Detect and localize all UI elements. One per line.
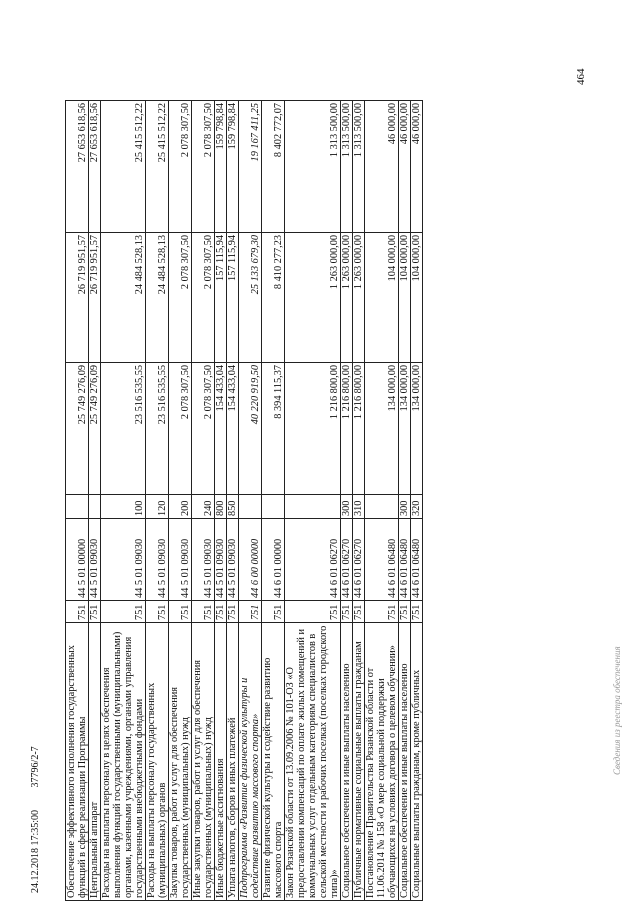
row-name: Расходы на выплаты персоналу государственных (муниципальных) органов bbox=[146, 623, 169, 901]
row-admin-code: 751 bbox=[101, 601, 146, 623]
row-admin-code: 751 bbox=[341, 601, 353, 623]
table-row bbox=[101, 101, 146, 901]
table-row bbox=[146, 101, 169, 901]
row-expense-type bbox=[365, 495, 399, 519]
row-sum-2021: 25 415 512,22 bbox=[101, 101, 146, 233]
row-expense-type bbox=[262, 495, 285, 519]
row-admin-code: 751 bbox=[411, 601, 423, 623]
table-row bbox=[66, 101, 89, 901]
row-name: Расходы на выплаты персоналу в целях обеспечения выполнения функций государственными (муниципальными) органами, казенными учреждениями, органами управления государственными внебюджетными фондами bbox=[101, 623, 146, 901]
row-sum-2019: 25 749 276,09 bbox=[89, 363, 101, 495]
row-sum-2019: 1 216 800,00 bbox=[353, 363, 365, 495]
row-target-code: 44 6 00 00000 bbox=[239, 519, 262, 601]
row-admin-code: 751 bbox=[353, 601, 365, 623]
row-sum-2021: 159 798,84 bbox=[227, 101, 239, 233]
row-admin-code: 751 bbox=[169, 601, 192, 623]
table-row bbox=[399, 101, 411, 901]
row-sum-2021: 1 313 500,00 bbox=[285, 101, 341, 233]
row-target-code: 44 6 01 06270 bbox=[285, 519, 341, 601]
row-expense-type: 240 bbox=[192, 495, 215, 519]
row-sum-2020: 8 410 277,23 bbox=[262, 233, 285, 363]
table-row bbox=[285, 101, 341, 901]
row-sum-2019: 25 749 276,09 bbox=[66, 363, 89, 495]
row-admin-code: 751 bbox=[239, 601, 262, 623]
row-target-code: 44 6 01 06270 bbox=[353, 519, 365, 601]
row-name: Социальные выплаты гражданам, кроме публичных bbox=[411, 623, 423, 901]
row-target-code: 44 5 01 00000 bbox=[66, 519, 89, 601]
row-name: Закон Рязанской области от 13.09.2006 № 101-ОЗ «О предоставлении компенсаций по оплате жилых помещений и коммунальных услуг отдельным категориям специалистов в сельской местности и рабочих поселках (поселках городского типа)» bbox=[285, 623, 341, 901]
table-row bbox=[262, 101, 285, 901]
row-sum-2019: 2 078 307,50 bbox=[169, 363, 192, 495]
row-admin-code: 751 bbox=[192, 601, 215, 623]
row-sum-2020: 2 078 307,50 bbox=[192, 233, 215, 363]
row-sum-2021: 8 402 772,07 bbox=[262, 101, 285, 233]
row-name: Подпрограмма «Развитие физической культуры и содействие развитию массового спорта» bbox=[239, 623, 262, 901]
row-admin-code: 751 bbox=[146, 601, 169, 623]
table-row bbox=[192, 101, 215, 901]
row-name: Центральный аппарат bbox=[89, 623, 101, 901]
row-sum-2019: 40 220 919,50 bbox=[239, 363, 262, 495]
footer-datetime: 24.12.2018 17:35:00 bbox=[30, 809, 41, 893]
row-target-code: 44 5 01 09030 bbox=[146, 519, 169, 601]
row-sum-2019: 2 078 307,50 bbox=[192, 363, 215, 495]
row-sum-2020: 1 263 000,00 bbox=[341, 233, 353, 363]
row-expense-type: 300 bbox=[399, 495, 411, 519]
row-admin-code: 751 bbox=[365, 601, 399, 623]
row-name: Уплата налогов, сборов и иных платежей bbox=[227, 623, 239, 901]
row-sum-2019: 154 433,04 bbox=[215, 363, 227, 495]
row-expense-type: 320 bbox=[411, 495, 423, 519]
row-sum-2021: 19 167 411,25 bbox=[239, 101, 262, 233]
row-sum-2021: 25 415 512,22 bbox=[146, 101, 169, 233]
row-sum-2019: 23 516 535,55 bbox=[101, 363, 146, 495]
row-target-code: 44 5 01 09030 bbox=[89, 519, 101, 601]
row-sum-2020: 157 115,94 bbox=[227, 233, 239, 363]
row-expense-type: 100 bbox=[101, 495, 146, 519]
row-admin-code: 751 bbox=[227, 601, 239, 623]
row-sum-2019: 8 394 115,37 bbox=[262, 363, 285, 495]
row-target-code: 44 6 01 06480 bbox=[411, 519, 423, 601]
row-expense-type: 310 bbox=[353, 495, 365, 519]
row-sum-2021: 159 798,84 bbox=[215, 101, 227, 233]
row-sum-2020: 104 000,00 bbox=[411, 233, 423, 363]
table-row bbox=[239, 101, 262, 901]
row-target-code: 44 5 01 09030 bbox=[215, 519, 227, 601]
row-expense-type bbox=[66, 495, 89, 519]
row-sum-2020: 1 263 000,00 bbox=[353, 233, 365, 363]
row-sum-2020: 1 263 000,00 bbox=[285, 233, 341, 363]
table-row bbox=[411, 101, 423, 901]
row-sum-2021: 46 000,00 bbox=[411, 101, 423, 233]
row-expense-type: 300 bbox=[341, 495, 353, 519]
stamp: Сведения из реестра обеспечения bbox=[612, 646, 622, 775]
row-name: Публичные нормативные социальные выплаты гражданам bbox=[353, 623, 365, 901]
row-sum-2019: 1 216 800,00 bbox=[341, 363, 353, 495]
page-number: 464 bbox=[575, 68, 587, 85]
row-sum-2021: 1 313 500,00 bbox=[353, 101, 365, 233]
table-row bbox=[89, 101, 101, 901]
row-admin-code: 751 bbox=[399, 601, 411, 623]
budget-table bbox=[65, 100, 423, 901]
row-admin-code: 751 bbox=[285, 601, 341, 623]
row-name: Закупка товаров, работ и услуг для обеспечения государственных (муниципальных) нужд bbox=[169, 623, 192, 901]
row-sum-2020: 24 484 528,13 bbox=[101, 233, 146, 363]
row-sum-2021: 27 653 618,56 bbox=[66, 101, 89, 233]
footer-doc-id: 37796/2-7 bbox=[30, 746, 41, 788]
row-target-code: 44 5 01 09030 bbox=[192, 519, 215, 601]
row-target-code: 44 5 01 09030 bbox=[101, 519, 146, 601]
row-expense-type: 120 bbox=[146, 495, 169, 519]
row-target-code: 44 6 01 06480 bbox=[399, 519, 411, 601]
row-target-code: 44 6 01 00000 bbox=[262, 519, 285, 601]
row-sum-2020: 26 719 951,57 bbox=[89, 233, 101, 363]
row-sum-2020: 104 000,00 bbox=[399, 233, 411, 363]
row-name: Развитие физической культуры и содействие развитию массового спорта bbox=[262, 623, 285, 901]
row-sum-2020: 157 115,94 bbox=[215, 233, 227, 363]
row-sum-2021: 46 000,00 bbox=[365, 101, 399, 233]
row-target-code: 44 6 01 06480 bbox=[365, 519, 399, 601]
row-admin-code: 751 bbox=[215, 601, 227, 623]
table-row bbox=[365, 101, 399, 901]
table-row bbox=[215, 101, 227, 901]
row-name: Обеспечение эффективного исполнения государственных функций в сфере реализации Программы bbox=[66, 623, 89, 901]
table-row bbox=[169, 101, 192, 901]
row-expense-type bbox=[239, 495, 262, 519]
row-target-code: 44 6 01 06270 bbox=[341, 519, 353, 601]
footer bbox=[30, 746, 41, 893]
row-name: Социальное обеспечение и иные выплаты населению bbox=[399, 623, 411, 901]
row-sum-2020: 24 484 528,13 bbox=[146, 233, 169, 363]
row-target-code: 44 5 01 09030 bbox=[169, 519, 192, 601]
row-expense-type bbox=[285, 495, 341, 519]
table-row bbox=[353, 101, 365, 901]
row-expense-type: 200 bbox=[169, 495, 192, 519]
row-expense-type: 800 bbox=[215, 495, 227, 519]
row-admin-code: 751 bbox=[262, 601, 285, 623]
row-name: Социальное обеспечение и иные выплаты населению bbox=[341, 623, 353, 901]
row-name: Иные бюджетные ассигнования bbox=[215, 623, 227, 901]
row-target-code: 44 5 01 09030 bbox=[227, 519, 239, 601]
row-expense-type bbox=[89, 495, 101, 519]
row-name: Иные закупки товаров, работ и услуг для обеспечения государственных (муниципальных) нужд bbox=[192, 623, 215, 901]
row-admin-code: 751 bbox=[89, 601, 101, 623]
row-sum-2021: 1 313 500,00 bbox=[341, 101, 353, 233]
row-sum-2019: 1 216 800,00 bbox=[285, 363, 341, 495]
row-sum-2019: 134 000,00 bbox=[365, 363, 399, 495]
row-sum-2021: 27 653 618,56 bbox=[89, 101, 101, 233]
row-sum-2021: 2 078 307,50 bbox=[169, 101, 192, 233]
row-sum-2021: 2 078 307,50 bbox=[192, 101, 215, 233]
table-row bbox=[227, 101, 239, 901]
row-sum-2020: 2 078 307,50 bbox=[169, 233, 192, 363]
row-sum-2019: 134 000,00 bbox=[411, 363, 423, 495]
row-sum-2020: 26 719 951,57 bbox=[66, 233, 89, 363]
table-row bbox=[341, 101, 353, 901]
row-expense-type: 850 bbox=[227, 495, 239, 519]
row-sum-2020: 104 000,00 bbox=[365, 233, 399, 363]
row-sum-2021: 46 000,00 bbox=[399, 101, 411, 233]
row-sum-2019: 23 516 535,55 bbox=[146, 363, 169, 495]
row-sum-2019: 154 433,04 bbox=[227, 363, 239, 495]
row-sum-2020: 25 133 679,30 bbox=[239, 233, 262, 363]
row-name: Постановление Правительства Рязанской области от 11.06.2014 № 158 «О мере социальной поддержки обучающихся на условиях договора о целевом обучении» bbox=[365, 623, 399, 901]
row-sum-2019: 134 000,00 bbox=[399, 363, 411, 495]
row-admin-code: 751 bbox=[66, 601, 89, 623]
